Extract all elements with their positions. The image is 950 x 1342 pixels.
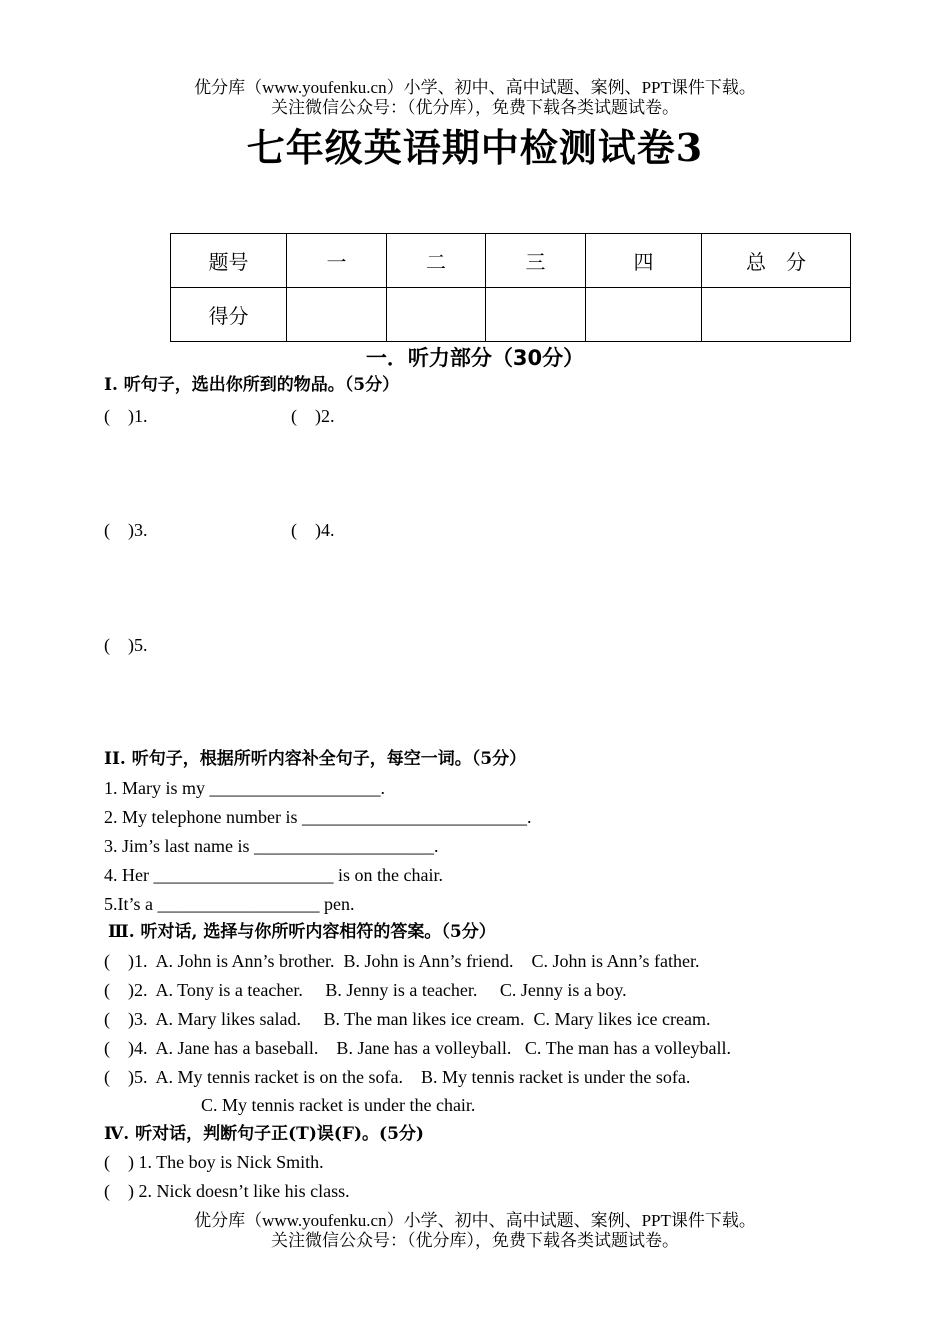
score-cell[interactable] xyxy=(702,288,851,342)
sec3-item-2: ( )2. A. Tony is a teacher. B. Jenny is a teacher. C. Jenny is a boy. xyxy=(104,980,627,1000)
score-table xyxy=(170,233,851,342)
score-row-label: 得分 xyxy=(171,288,287,342)
page-title: 七年级英语期中检测试卷3 xyxy=(246,125,704,170)
sec2-item-4: 4. Her ____________________ is on the chair. xyxy=(104,865,443,885)
score-cell[interactable] xyxy=(287,288,387,342)
header-line-2: 关注微信公众号：（优分库），免费下载各类试题试卷。 xyxy=(271,98,679,117)
score-cell[interactable] xyxy=(387,288,486,342)
sec2-item-3: 3. Jim’s last name is ____________________. xyxy=(104,836,439,856)
score-table-score-row xyxy=(171,288,851,342)
sec2-heading: II. 听句子，根据所听内容补全句子，每空一词。（5分） xyxy=(104,749,527,769)
score-header-cell: 二 xyxy=(387,234,486,288)
sec3-item-5-option-c: C. My tennis racket is under the chair. xyxy=(201,1095,476,1115)
sec3-item-1: ( )1. A. John is Ann’s brother. B. John is Ann’s friend. C. John is Ann’s father. xyxy=(104,951,700,971)
sec3-item-3: ( )3. A. Mary likes salad. B. The man likes ice cream. C. Mary likes ice cream. xyxy=(104,1009,711,1029)
sec1-item-3: ( )3. xyxy=(104,520,148,540)
sec4-item-2: ( ) 2. Nick doesn’t like his class. xyxy=(104,1181,350,1201)
sec1-item-5: ( )5. xyxy=(104,635,148,655)
score-header-cell: 一 xyxy=(287,234,387,288)
sec3-heading: Ⅲ. 听对话, 选择与你所听内容相符的答案。（5分） xyxy=(108,922,496,942)
part1-title: 一．听力部分（30分） xyxy=(365,346,585,370)
footer-line-1: 优分库（www.youfenku.cn）小学、初中、高中试题、案例、PPT课件下载。 xyxy=(194,1211,756,1230)
header-line-1: 优分库（www.youfenku.cn）小学、初中、高中试题、案例、PPT课件下载。 xyxy=(194,78,756,97)
sec1-heading: I. 听句子，选出你所到的物品。（5分） xyxy=(104,375,400,395)
sec1-item-4: ( )4. xyxy=(291,520,335,540)
score-header-cell: 题号 xyxy=(171,234,287,288)
score-cell[interactable] xyxy=(586,288,702,342)
sec3-item-5: ( )5. A. My tennis racket is on the sofa. B. My tennis racket is under the sofa. xyxy=(104,1067,691,1087)
sec4-item-1: ( ) 1. The boy is Nick Smith. xyxy=(104,1152,324,1172)
score-header-cell: 四 xyxy=(586,234,702,288)
score-header-cell: 总 分 xyxy=(702,234,851,288)
score-header-cell: 三 xyxy=(486,234,586,288)
sec2-item-1: 1. Mary is my ___________________. xyxy=(104,778,385,798)
sec2-item-2: 2. My telephone number is _________________________. xyxy=(104,807,532,827)
sec3-item-4: ( )4. A. Jane has a baseball. B. Jane has a volleyball. C. The man has a volleyball. xyxy=(104,1038,732,1058)
footer-line-2: 关注微信公众号：（优分库），免费下载各类试题试卷。 xyxy=(271,1231,679,1250)
sec2-item-5: 5.It’s a __________________ pen. xyxy=(104,894,355,914)
sec4-heading: Ⅳ. 听对话，判断句子正(T)误(F)。(5分) xyxy=(104,1124,424,1144)
sec1-item-2: ( )2. xyxy=(291,406,335,426)
score-table-header-row xyxy=(171,234,851,288)
sec1-item-1: ( )1. xyxy=(104,406,148,426)
score-cell[interactable] xyxy=(486,288,586,342)
